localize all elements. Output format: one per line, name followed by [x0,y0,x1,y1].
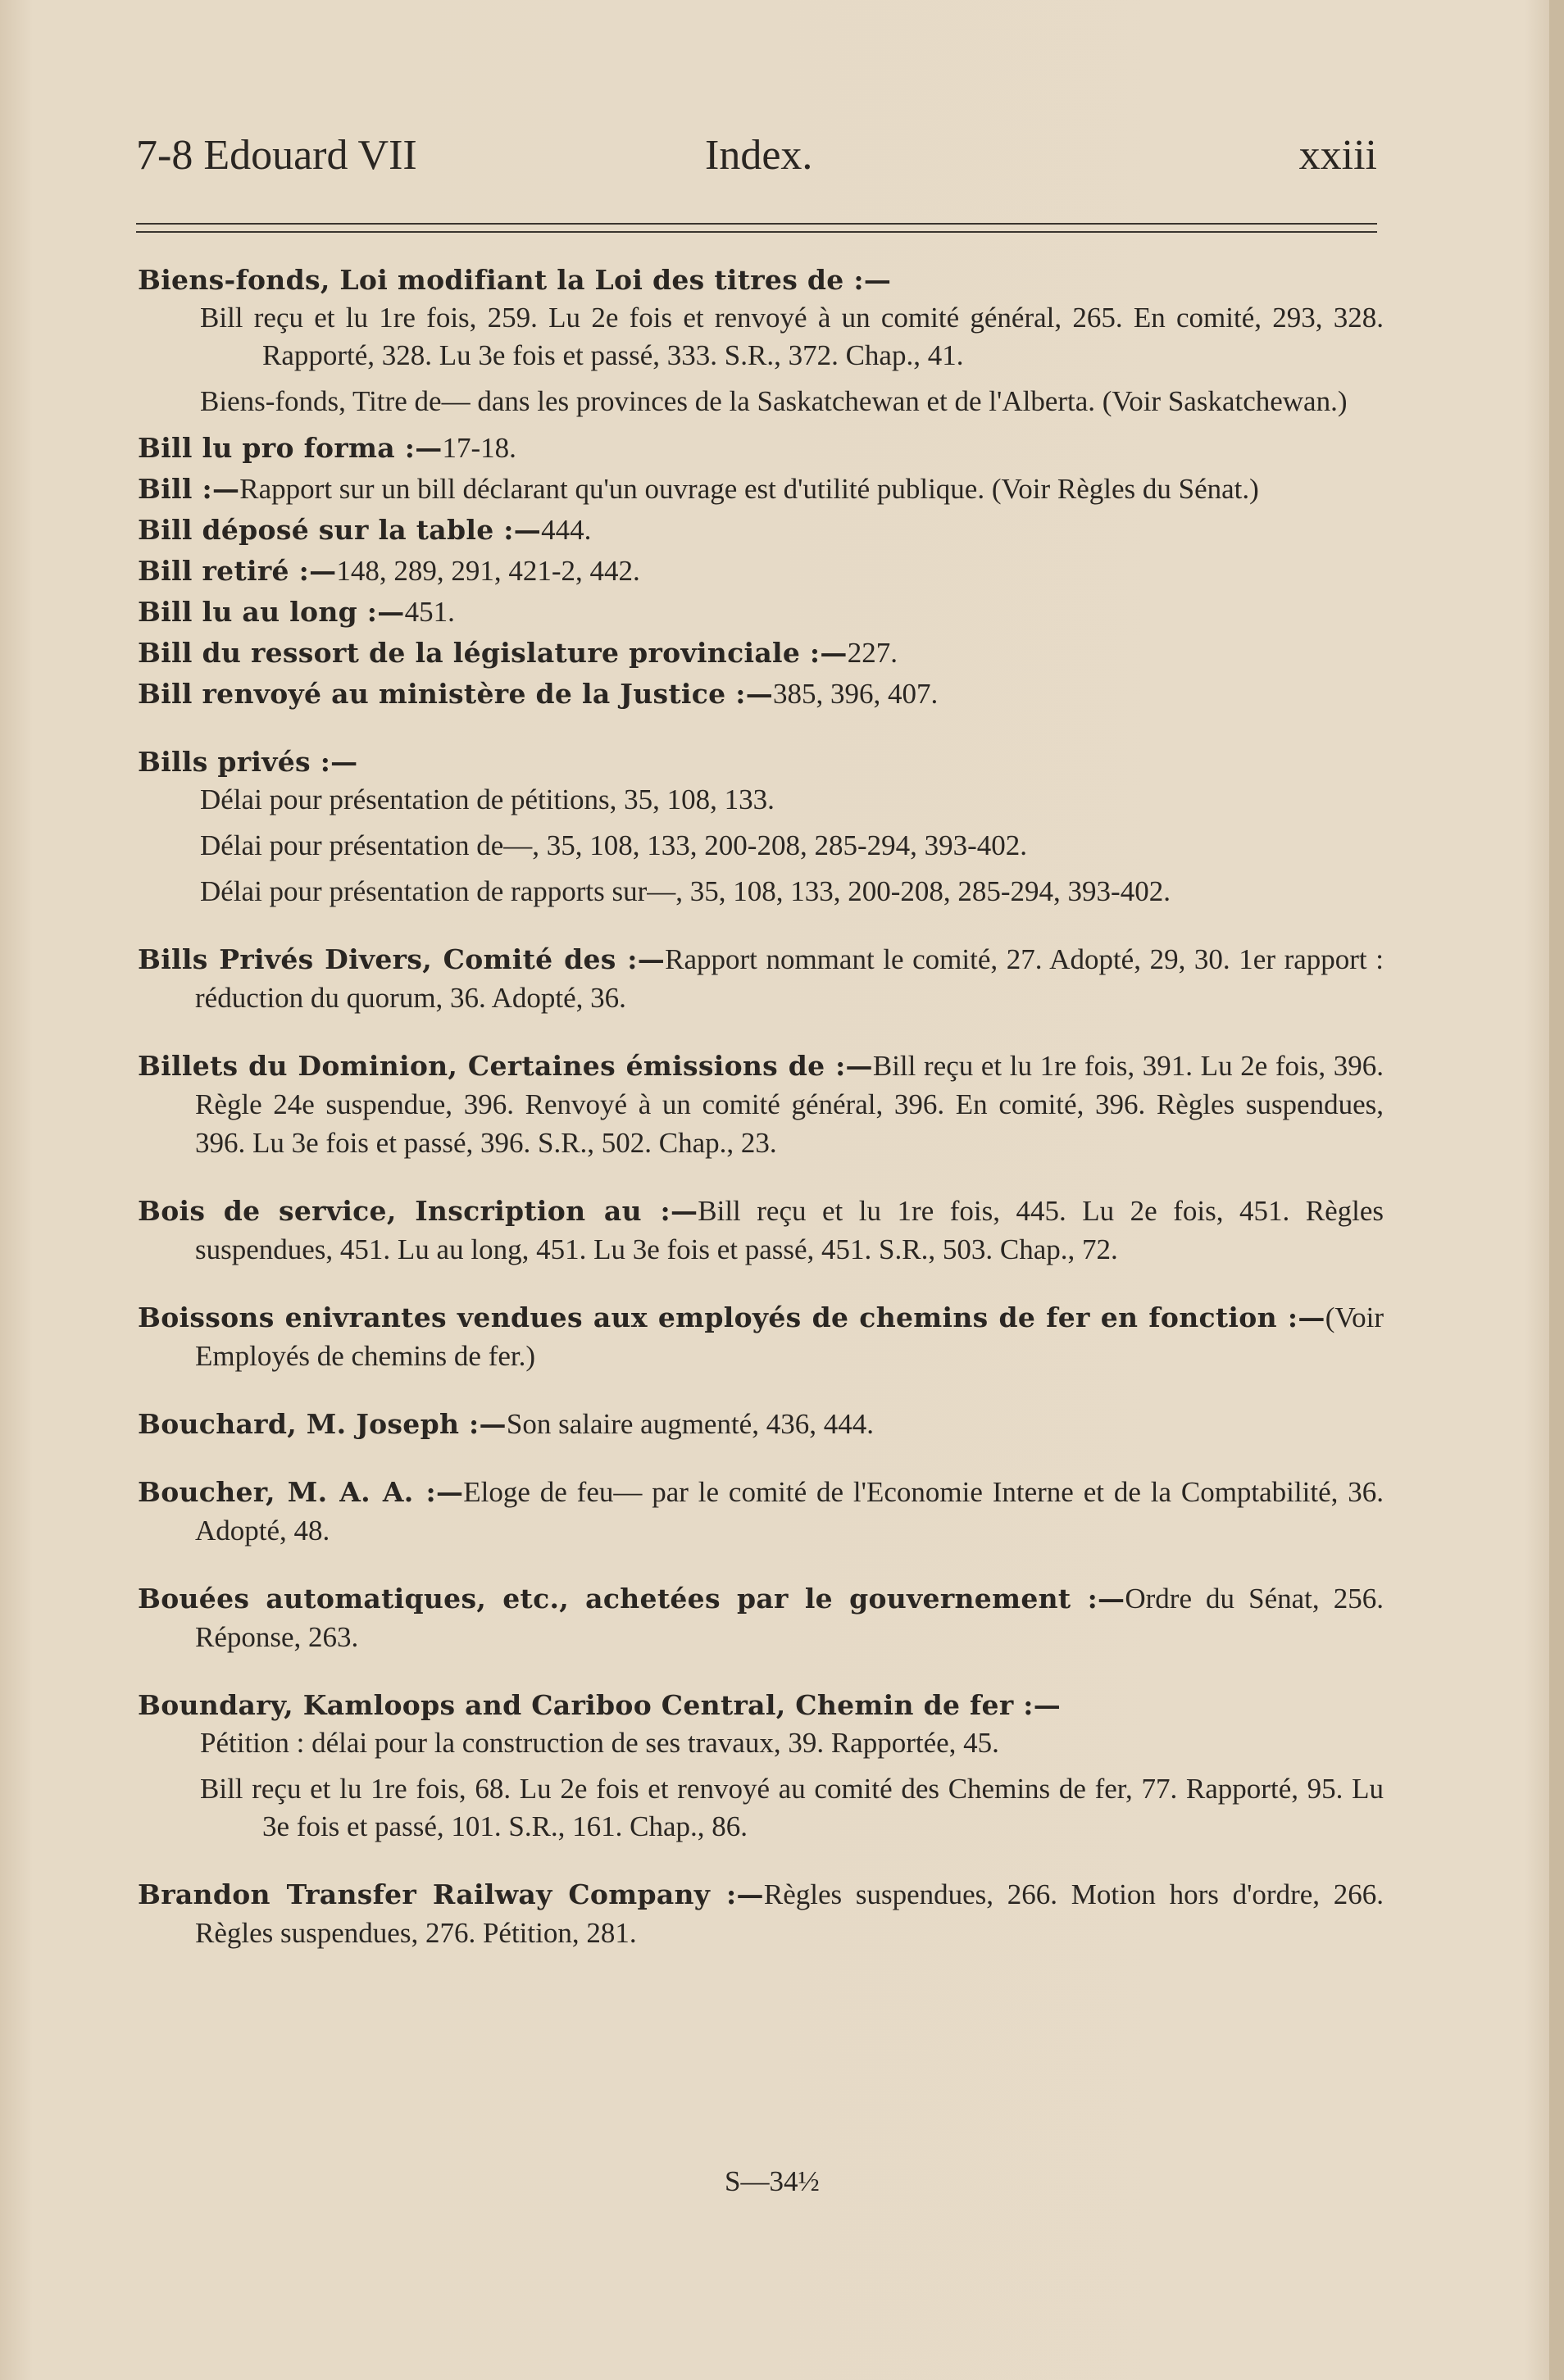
entry-heading: Bill du ressort de la législature provinciale :— [138,637,848,669]
header-title: Index. [705,132,813,179]
entry-heading: Bill retiré :— [138,555,337,587]
index-entry [138,1405,1384,1443]
entry-heading: Bills privés :— [138,746,358,778]
header-page-number: xxiii [1298,132,1377,179]
entry-heading: Bouées automatiques, etc., achetées par le gouvernement :— [138,1583,1125,1615]
index-entry [138,1298,1384,1375]
entry-subitem: Biens-fonds, Titre de— dans les provinces de la Saskatchewan et de l'Alberta. (Voir Saskatchewan.) [200,385,1348,417]
index-entry [138,1875,1384,1952]
entry-heading: Biens-fonds, Loi modifiant la Loi des titres de :— [138,264,892,296]
entry-text: Rapport sur un bill déclarant qu'un ouvrage est d'utilité publique. (Voir Règles du Sénat.) [239,473,1259,505]
entry-subitem: Délai pour présentation de—, 35, 108, 133, 200-208, 285-294, 393-402. [200,829,1028,861]
index-entry [138,1192,1384,1269]
index-content [138,261,1384,1955]
entry-text: 148, 289, 291, 421-2, 442. [336,555,640,587]
entry-heading: Boissons enivrantes vendues aux employés de chemins de fer en fonction :— [138,1301,1325,1333]
entry-heading: Billets du Dominion, Certaines émissions de :— [138,1050,873,1082]
entry-text: Règles suspendues, 266. Motion hors d'ordre, 266. Règles suspendues, 276. Pétition, 281. [195,1878,1384,1949]
index-entry [138,261,1384,420]
entry-heading: Bill lu pro forma :— [138,432,443,464]
entry-text: 451. [404,596,455,628]
page-edge [1549,0,1564,2380]
entry-text: 17-18. [442,432,516,464]
entry-heading: Bill lu au long :— [138,596,405,628]
entry-text: Ordre du Sénat, 256. Réponse, 263. [195,1583,1384,1653]
index-entry [138,1047,1384,1162]
entry-heading: Bills Privés Divers, Comité des :— [138,943,666,975]
index-entry [138,511,1384,549]
entry-text: 444. [541,514,592,546]
index-entry [138,940,1384,1017]
entry-heading: Boucher, M. A. A. :— [138,1476,464,1508]
entry-heading: Boundary, Kamloops and Cariboo Central, Chemin de fer :— [138,1689,1062,1721]
header-volume: 7-8 Edouard VII [136,132,417,179]
entry-subitem: Bill reçu et lu 1re fois, 68. Lu 2e fois et renvoyé au comité des Chemins de fer, 77. Rapporté, 95. Lu 3e fois et passé, 101. S.R., 161. Chap., 86. [200,1773,1384,1842]
entry-heading: Bouchard, M. Joseph :— [138,1408,507,1440]
entry-heading: Bill déposé sur la table :— [138,514,542,546]
entry-subitem: Pétition : délai pour la construction de ses travaux, 39. Rapportée, 45. [200,1727,999,1759]
header-rule-double [136,231,1377,233]
entry-text: Son salaire augmenté, 436, 444. [506,1408,874,1440]
entry-heading: Bois de service, Inscription au :— [138,1195,698,1227]
index-entry [138,743,1384,911]
index-entry [138,634,1384,672]
index-entry [138,1579,1384,1656]
index-entry [138,1686,1384,1846]
entry-text: Rapport nommant le comité, 27. Adopté, 29, 30. 1er rapport : réduction du quorum, 36. Adopté, 36. [195,943,1384,1014]
index-entry [138,674,1384,713]
entry-text: 385, 396, 407. [773,678,939,710]
entry-text: Bill reçu et lu 1re fois, 445. Lu 2e fois, 451. Règles suspendues, 451. Lu au long, 451. Lu 3e fois et passé, 451. S.R., 503. Chap., 72. [195,1195,1384,1265]
index-entry [138,552,1384,590]
index-entry [138,429,1384,467]
index-entry [138,1473,1384,1550]
signature-mark: S—34½ [725,2165,820,2197]
entry-text: 227. [847,637,898,669]
entry-text: (Voir Employés de chemins de fer.) [195,1301,1384,1372]
entry-heading: Bill renvoyé au ministère de la Justice :— [138,678,774,710]
entry-text: Eloge de feu— par le comité de l'Economie Interne et de la Comptabilité, 36. Adopté, 48. [195,1476,1384,1547]
entry-subitem: Délai pour présentation de pétitions, 35, 108, 133. [200,783,775,815]
entry-text: Bill reçu et lu 1re fois, 391. Lu 2e fois, 396. Règle 24e suspendue, 396. Renvoyé à un comité général, 396. En comité, 396. Règles suspendues, 396. Lu 3e fois et passé, 396. S.R., 502. Chap., 23. [195,1050,1384,1159]
index-entry [138,470,1384,508]
running-header [136,131,1377,188]
entry-heading: Bill :— [138,473,240,505]
entry-subitem: Délai pour présentation de rapports sur—, 35, 108, 133, 200-208, 285-294, 393-402. [200,875,1171,907]
entry-subitem: Bill reçu et lu 1re fois, 259. Lu 2e fois et renvoyé à un comité général, 265. En comité, 293, 328. Rapporté, 328. Lu 3e fois et passé, 333. S.R., 372. Chap., 41. [200,302,1384,371]
entry-heading: Brandon Transfer Railway Company :— [138,1878,764,1910]
header-rule [136,223,1377,225]
index-entry [138,593,1384,631]
